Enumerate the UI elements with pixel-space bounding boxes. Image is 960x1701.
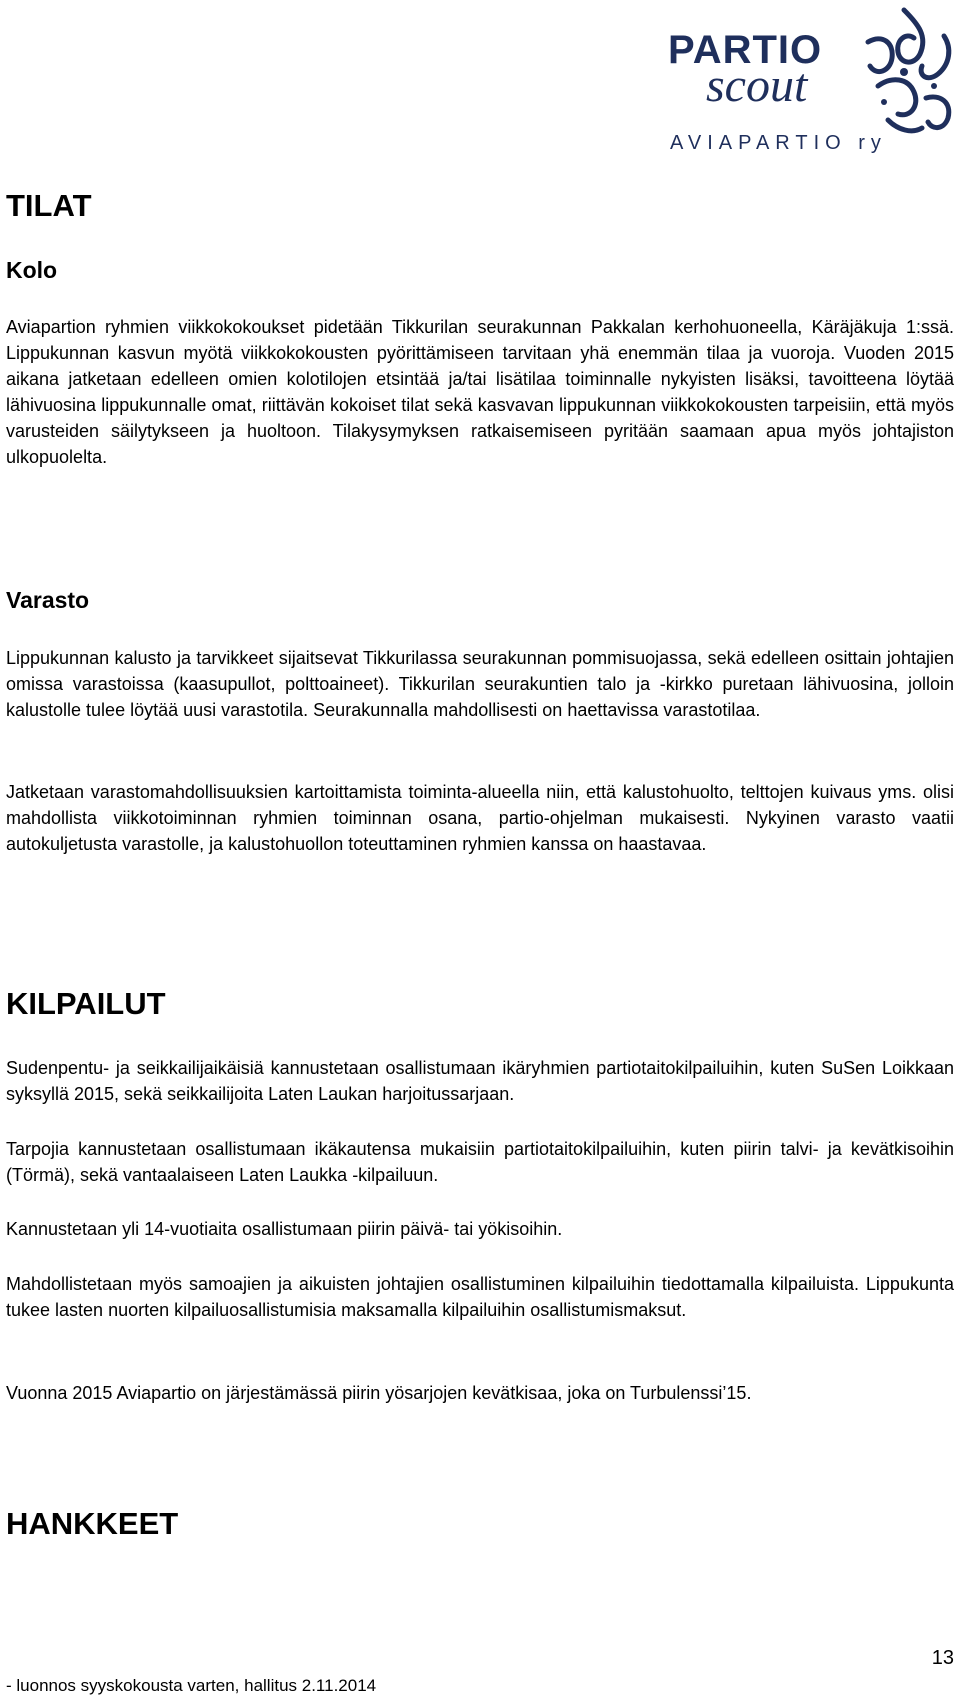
heading-varasto: Varasto xyxy=(6,587,90,613)
paragraph-kolo: Aviapartion ryhmien viikkokokoukset pidetään Tikkurilan seurakunnan Pakkalan kerhohuoneella, Käräjäkuja 1:ssä. Lippukunnan kasvun myötä viikkokokousten pyörittämiseen tarvitaan yhä enemmän tilaa ja vuoroja. Vuoden 2015 aikana jatketaan edelleen omien kolotilojen etsintää ja/tai lisätilaa toiminnalle nykyisten lisäksi, tavoitteena löytää lähivuosina lippukunnalle omat, riittävän kokoiset tilat sekä kasvavan lippukunnan viikkokokousten tarpeisiin, että myös varusteiden säilytykseen ja huoltoon. Tilakysymyksen ratkaisemiseen pyritään saamaan apua myös johtajiston ulkopuolelta. xyxy=(6,317,954,467)
paragraph-varasto-1: Lippukunnan kalusto ja tarvikkeet sijaitsevat Tikkurilassa seurakunnan pommisuojassa, sekä edelleen osittain johtajien omissa varastoissa (kaasupullot, polttoaineet). Tikkurilan seurakuntien talo ja -kirkko puretaan lähivuosina, jolloin kalustolle tulee löytää uusi varastotila. Seurakunnalla mahdollisesti on haettavissa varastotilaa. xyxy=(6,648,954,720)
paragraph-kilpailut-5: Vuonna 2015 Aviapartio on järjestämässä piirin yösarjojen kevätkisaa, joka on Turbulenssi’15. xyxy=(6,1383,752,1403)
heading-hankkeet: HANKKEET xyxy=(6,1506,179,1541)
lily-emblem-icon xyxy=(848,2,960,142)
logo-partio-text: PARTIO xyxy=(668,28,823,72)
paragraph-kilpailut-3: Kannustetaan yli 14-vuotiaita osallistumaan piirin päivä- tai yökisoihin. xyxy=(6,1219,563,1239)
paragraph-varasto-2: Jatketaan varastomahdollisuuksien kartoittamista toiminta-alueella niin, että kalustohuolto, telttojen kuivaus yms. olisi mahdollista viikkotoiminnan ryhmien toiminnan osana, partio-ohjelman mukaisesti. Nykyinen varasto vaatii autokuljetusta varastolle, ja kalustohuollon toteuttaminen ryhmien kanssa on haastavaa. xyxy=(6,782,954,854)
logo-scout-text: scout xyxy=(706,59,808,112)
heading-tilat: TILAT xyxy=(6,188,92,223)
paragraph-kilpailut-1: Sudenpentu- ja seikkailijaikäisiä kannustetaan osallistumaan ikäryhmien partiotaitokilpailuihin, kuten SuSen Loikkaan syksyllä 2015, sekä seikkailijoita Laten Laukan harjoitussarjaan. xyxy=(6,1058,954,1104)
footer-note: - luonnos syyskokousta varten, hallitus 2.11.2014 xyxy=(6,1676,377,1695)
paragraph-kilpailut-4: Mahdollistetaan myös samoajien ja aikuisten johtajien osallistuminen kilpailuihin tiedottamalla kilpailuista. Lippukunta tukee lasten nuorten kilpailuosallistumisia maksamalla kilpailuihin osallistumismaksut. xyxy=(6,1274,954,1320)
page-number: 13 xyxy=(931,1647,954,1669)
heading-kolo: Kolo xyxy=(6,257,58,283)
paragraph-kilpailut-2: Tarpojia kannustetaan osallistumaan ikäkautensa mukaisiin partiotaitokilpailuihin, kuten piirin talvi- ja kevätkisoihin (Törmä), sekä vantaalaiseen Laten Laukka -kilpailuun. xyxy=(6,1139,954,1185)
logo-subtitle: AVIAPARTIO ry xyxy=(670,132,887,154)
partio-scout-logo xyxy=(660,2,960,162)
heading-kilpailut: KILPAILUT xyxy=(6,986,166,1021)
